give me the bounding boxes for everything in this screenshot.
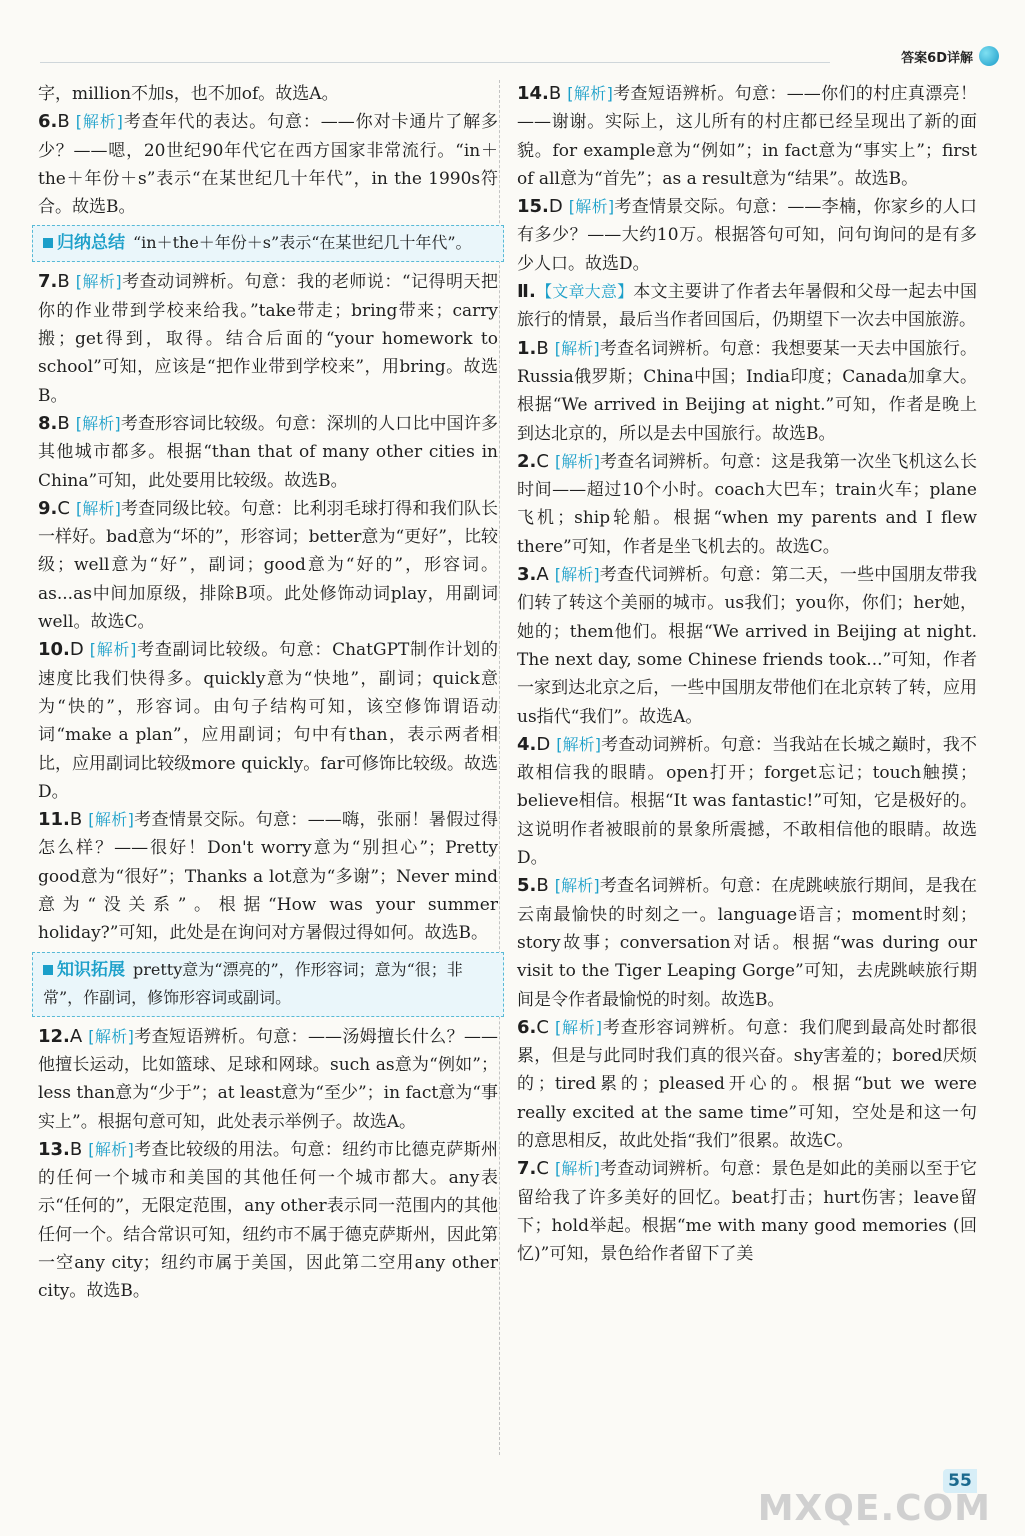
analysis-tag: 【文章大意】	[535, 282, 634, 302]
box-title-text: 知识拓展	[57, 959, 125, 980]
item-text: 考查形容词比较级。句意：深圳的人口比中国许多其他城市都多。根据“than that of many other cities in China”可知，此处要用比较级。故选B。	[38, 413, 498, 491]
answer-letter: B	[57, 111, 70, 133]
logo-icon	[979, 46, 999, 66]
item-text: 考查动词辨析。句意：我的老师说：“记得明天把你的作业带到学校来给我。”take带走；bring带来；carry搬；get得到，取得。结合后面的“your homework to school”可知，应该是“把作业带到学校来”，用bring。故选B。	[38, 272, 498, 406]
item-text: 考查动词辨析。句意：当我站在长城之巅时，我不敢相信我的眼睛。open打开；forget忘记；touch触摸；believe相信。根据“It was fantastic!”可知，它是极好的。这说明作者被眼前的景象所震撼，不敢相信他的眼睛。故选D。	[517, 734, 977, 869]
answer-item	[517, 1014, 977, 1155]
analysis-tag: [解析]	[554, 1159, 600, 1179]
box-title	[43, 233, 125, 253]
answer-letter: B	[57, 271, 70, 293]
answer-item	[38, 636, 498, 806]
analysis-tag: [解析]	[554, 565, 600, 585]
answer-letter: C	[536, 1016, 549, 1038]
item-text: 考查比较级的用法。句意：纽约市比德克萨斯州的任何一个城市和美国的其他任何一个城市都大。any表示“任何的”，无限定范围，any other表示同一范围内的其他任何一个。结合常识可知，纽约市不属于德克萨斯州，因此第一空any city；纽约市属于美国，因此第二空用any other city。故选B。	[38, 1139, 498, 1302]
item-text: 考查年代的表达。句意：——你对卡通片了解多少？——嗯，20世纪90年代它在西方国家非常流行。“in＋the＋年份＋s”表示“在某世纪几十年代”，in the 1990s符合。故选B。	[38, 112, 498, 218]
item-number: 4.	[517, 733, 537, 755]
analysis-tag: [解析]	[556, 734, 602, 754]
answer-letter: B	[536, 337, 549, 359]
item-number: 11.	[38, 809, 70, 831]
answer-letter: C	[57, 497, 70, 519]
item-text: 考查短语辨析。句意：——你们的村庄真漂亮！——谢谢。实际上，这儿所有的村庄都已经呈现出了新的面貌。for example意为“例如”；in fact意为“事实上”；first of all意为“首先”；as a result意为“结果”。故选B。	[517, 84, 977, 189]
item-text: 考查名词辨析。句意：这是我第一次坐飞机这么长时间——超过10个小时。coach大巴车；train火车；plane飞机；ship轮船。根据“when my parents and I flew there”可知，作者是坐飞机去的。故选C。	[517, 451, 977, 557]
answer-letter: B	[57, 412, 70, 434]
item-number: Ⅱ.	[517, 281, 536, 303]
answer-letter: D	[548, 196, 563, 218]
answer-item	[38, 410, 498, 495]
box-title	[43, 960, 125, 980]
answer-item	[517, 193, 977, 278]
item-text: 考查副词比较级。句意：ChatGPT制作计划的速度比我们快得多。quickly意为“快地”，副词；quick意为“快的”，形容词。由句子结构可知，该空修饰谓语动词“make a plan”，应用副词；句中有than，表示两者相比，应用副词比较级more quickly。far可修饰比较级。故选D。	[38, 640, 498, 802]
box-text: “in＋the＋年份＋s”表示“在某世纪几十年代”。	[133, 233, 472, 253]
answer-item	[38, 806, 498, 947]
item-text: 考查情景交际。句意：——嗨，张丽！暑假过得怎么样？——很好！Don't worry意为“别担心”；Pretty good意为“很好”；Thanks a lot意为“多谢”；Never mind意为“没关系”。根据“How was your summer holiday?”可知，此处是在询问对方暑假过得如何。故选B。	[38, 810, 498, 944]
item-number: 10.	[38, 639, 70, 661]
answer-item	[517, 448, 977, 561]
square-bullet-icon	[43, 238, 53, 248]
analysis-tag: [解析]	[75, 498, 121, 518]
item-number: 7.	[517, 1158, 537, 1180]
answer-item	[517, 335, 977, 448]
item-number: 3.	[517, 564, 537, 586]
item-text: 考查动词辨析。句意：景色是如此的美丽以至于它留给我了许多美好的回忆。beat打击；hurt伤害；leave留下；hold举起。根据“me with many good memories (回忆)”可知，景色给作者留下了美	[517, 1159, 977, 1265]
answer-letter: B	[548, 83, 562, 104]
answer-letter: A	[536, 564, 549, 586]
answer-item	[517, 278, 977, 335]
analysis-tag: [解析]	[554, 876, 600, 896]
column-divider	[499, 80, 500, 1455]
analysis-tag: [解析]	[88, 1026, 134, 1046]
item-number: 1.	[517, 337, 537, 359]
item-number: 15.	[517, 196, 549, 218]
answer-item	[38, 108, 498, 221]
item-number: 12.	[38, 1025, 70, 1047]
page-number: 55	[943, 1469, 977, 1493]
box-title-text: 归纳总结	[57, 233, 125, 254]
item-text: 考查名词辨析。句意：在虎跳峡旅行期间，是我在云南最愉快的时刻之一。language语言；moment时刻；story故事；conversation对话。根据“was during our visit to the Tiger Leaping Gorge”可知，去虎跳峡旅行期间是令作者最愉悦的时刻。故选B。	[517, 876, 977, 1010]
answer-letter: C	[536, 450, 549, 472]
answer-letter: B	[69, 1138, 83, 1160]
analysis-tag: [解析]	[75, 272, 122, 292]
item-number: 6.	[517, 1016, 537, 1038]
answer-letter: A	[69, 1025, 83, 1047]
right-column	[517, 80, 977, 1268]
analysis-tag: [解析]	[554, 1017, 603, 1037]
item-number: 2.	[517, 450, 537, 472]
answer-item	[517, 731, 977, 872]
analysis-tag: [解析]	[554, 338, 600, 358]
item-text: 本文主要讲了作者去年暑假和父母一起去中国旅行的情景，最后当作者回国后，仍期望下一次去中国旅游。	[517, 282, 977, 331]
left-column	[38, 80, 498, 1306]
item-number: 8.	[38, 412, 58, 434]
item-number: 5.	[517, 875, 537, 897]
square-bullet-icon	[43, 965, 53, 975]
analysis-tag: [解析]	[75, 112, 123, 132]
answer-item	[38, 1136, 498, 1306]
header-rule	[40, 62, 830, 63]
summary-box	[32, 225, 504, 262]
answer-item	[38, 1023, 498, 1136]
item-text: 考查名词辨析。句意：我想要某一天去中国旅行。Russia俄罗斯；China中国；India印度；Canada加拿大。根据“We arrived in Beijing at night.”可知，作者是晚上到达北京的，所以是去中国旅行。故选B。	[517, 338, 977, 444]
answer-letter: D	[536, 733, 551, 755]
analysis-tag: [解析]	[89, 640, 137, 660]
item-text: 考查情景交际。句意：——李楠，你家乡的人口有多少？——大约10万。根据答句可知，问句询问的是有多少人口。故选D。	[517, 197, 977, 274]
watermark: MXQE.COM	[757, 1488, 991, 1529]
item-text: 考查代词辨析。句意：第二天，一些中国朋友带我们转了转这个美丽的城市。us我们；you你，你们；her她，她的；them他们。根据“We arrived in Beijing at night. The next day, some Chinese friends took...”可知，作者一家到达北京之后，一些中国朋友带他们在北京转了转，应用us指代“我们”。故选A。	[517, 565, 977, 727]
answer-item	[517, 80, 977, 193]
item-text: 考查形容词辨析。句意：我们爬到最高处时都很累，但是与此同时我们真的很兴奋。shy害羞的；bored厌烦的；tired累的；pleased开心的。根据“but we were really excited at the same time”可知，空处是和这一句的意思相反，故此处指“我们”很累。故选C。	[517, 1017, 977, 1151]
answer-item	[517, 561, 977, 731]
item-number: 7.	[38, 271, 58, 293]
header-title: 答案6D详解	[901, 51, 973, 66]
analysis-tag: [解析]	[567, 84, 613, 103]
item-text: 考查短语辨析。句意：——汤姆擅长什么？——他擅长运动，比如篮球、足球和网球。such as意为“例如”；less than意为“少于”；at least意为“至少”；in fact意为“事实上”。根据句意可知，此处表示举例子。故选A。	[38, 1026, 498, 1132]
answer-item	[38, 495, 498, 636]
answer-item	[38, 80, 498, 108]
answer-letter: D	[69, 639, 84, 661]
answer-item	[38, 268, 498, 409]
item-number: 6.	[38, 111, 58, 133]
item-number: 13.	[38, 1138, 70, 1160]
answer-letter: B	[69, 809, 83, 831]
item-text: 考查同级比较。句意：比利羽毛球打得和我们队长一样好。bad意为“坏的”，形容词；better意为“更好”，比较级；well意为“好”，副词；good意为“好的”，形容词。as...as中间加原级，排除B项。此处修饰动词play，用副词well。故选C。	[38, 498, 498, 633]
item-text: 字，million不加s，也不加of。故选A。	[38, 84, 339, 104]
answer-item	[517, 1155, 977, 1268]
box-text: pretty意为“漂亮的”，作形容词；意为“很；非常”，作副词，修饰形容词或副词。	[43, 959, 463, 1007]
item-number: 9.	[38, 497, 58, 519]
analysis-tag: [解析]	[568, 197, 615, 217]
analysis-tag: [解析]	[88, 1139, 134, 1159]
answer-letter: C	[536, 1158, 549, 1180]
answer-letter: B	[536, 875, 549, 897]
analysis-tag: [解析]	[88, 810, 134, 830]
analysis-tag: [解析]	[554, 451, 600, 471]
summary-box	[32, 952, 504, 1017]
item-number: 14.	[517, 83, 549, 104]
analysis-tag: [解析]	[75, 413, 121, 433]
answer-item	[517, 872, 977, 1013]
